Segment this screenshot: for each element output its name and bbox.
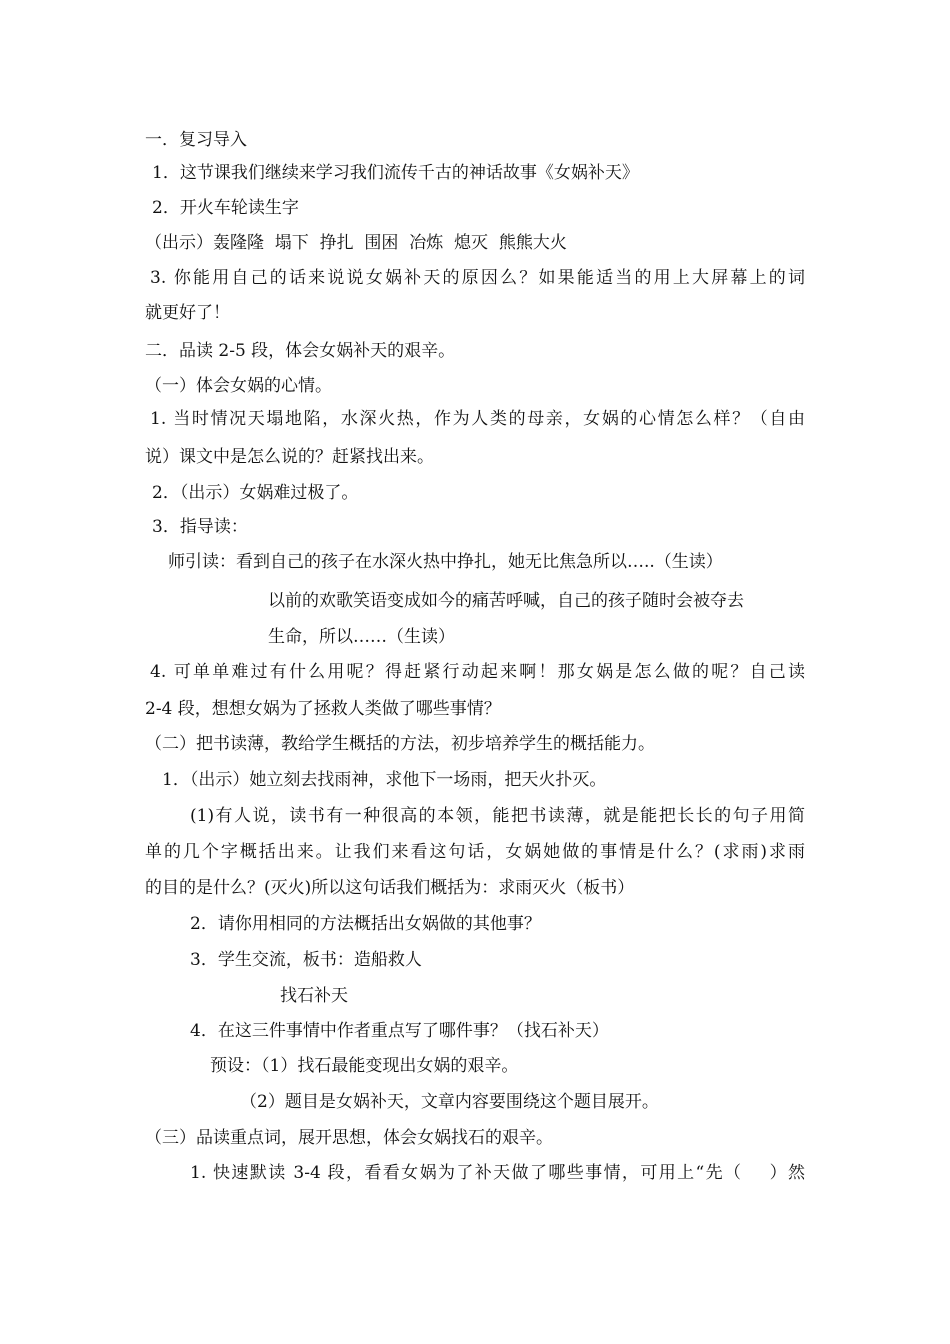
guided-reading-line-1: 师引读：看到自己的孩子在水深火热中挣扎，她无比焦急所以…..（生读） — [168, 552, 723, 572]
part-2-item-4: 4．在这三件事情中作者重点写了哪件事？（找石补天） — [190, 1021, 609, 1041]
review-item-3-line-1: 3. 你能用自己的话来说说女娲补天的原因么？如果能适当的用上大屏幕上的词 — [150, 268, 805, 288]
section-heading-review: 一．复习导入 — [145, 130, 247, 150]
preset-answer-2: （2）题目是女娲补天，文章内容要围绕这个题目展开。 — [240, 1092, 659, 1112]
section-heading-reading: 二．品读 2-5 段，体会女娲补天的艰辛。 — [145, 341, 456, 361]
blackboard-note: 找石补天 — [280, 986, 348, 1006]
guided-reading-line-2: 以前的欢歌笑语变成如今的痛苦呼喊，自己的孩子随时会被夺去 — [268, 591, 744, 611]
part-1-item-4-line-1: 4. 可单单难过有什么用呢？得赶紧行动起来啊！那女娲是怎么做的呢？自己读 — [150, 662, 805, 682]
part-1-heading: （一）体会女娲的心情。 — [145, 376, 332, 396]
review-item-1: 1．这节课我们继续来学习我们流传千古的神话故事《女娲补天》 — [152, 163, 639, 183]
part-1-item-2: 2．（出示）女娲难过极了。 — [152, 483, 359, 503]
review-item-2: 2．开火车轮读生字 — [152, 198, 299, 218]
part-1-item-1-line-2: 说）课文中是怎么说的？赶紧找出来。 — [145, 447, 434, 467]
review-item-3-line-2: 就更好了！ — [145, 303, 230, 323]
part-1-item-4-line-2: 2-4 段，想想女娲为了拯救人类做了哪些事情？ — [145, 699, 501, 719]
part-2-paragraph-line-2: 单的几个字概括出来。让我们来看这句话，女娲她做的事情是什么？(求雨)求雨 — [145, 842, 805, 862]
vocabulary-list: （出示）轰隆隆 塌下 挣扎 围困 冶炼 熄灭 熊熊大火 — [145, 233, 567, 253]
part-2-paragraph-line-1: (1)有人说，读书有一种很高的本领，能把书读薄，就是能把长长的句子用简 — [190, 806, 805, 826]
part-2-item-2: 2．请你用相同的方法概括出女娲做的其他事？ — [190, 914, 541, 934]
part-2-paragraph-line-3: 的目的是什么？(灭火)所以这句话我们概括为：求雨灭火（板书） — [145, 878, 635, 898]
part-2-heading: （二）把书读薄，教给学生概括的方法，初步培养学生的概括能力。 — [145, 734, 655, 754]
part-1-item-1-line-1: 1. 当时情况天塌地陷，水深火热，作为人类的母亲，女娲的心情怎么样？（自由 — [150, 409, 805, 429]
part-3-heading: （三）品读重点词，展开思想，体会女娲找石的艰辛。 — [145, 1128, 553, 1148]
part-3-item-1: 1. 快速默读 3-4 段，看看女娲为了补天做了哪些事情，可用上“先（ ）然 — [190, 1163, 805, 1183]
part-1-item-3: 3．指导读： — [152, 517, 248, 537]
preset-answer-1: 预设：（1）找石最能变现出女娲的艰辛。 — [210, 1056, 519, 1076]
part-2-item-1: 1．（出示）她立刻去找雨神，求他下一场雨，把天火扑灭。 — [162, 770, 607, 790]
guided-reading-line-3: 生命，所以……（生读） — [268, 627, 455, 647]
part-2-item-3: 3．学生交流，板书：造船救人 — [190, 950, 422, 970]
